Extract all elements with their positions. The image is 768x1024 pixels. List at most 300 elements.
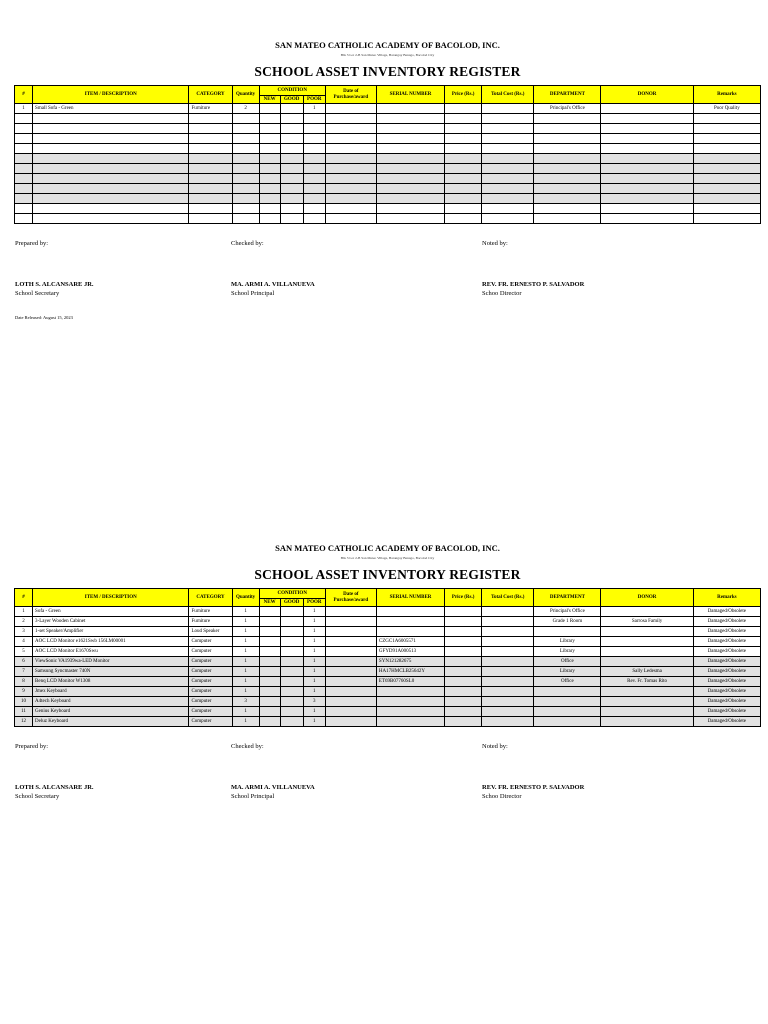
cell-num	[15, 164, 33, 174]
cell-category	[189, 154, 232, 164]
cell-new	[259, 697, 280, 707]
cell-price	[445, 114, 482, 124]
cell-category	[189, 124, 232, 134]
cell-good	[280, 657, 303, 667]
cell-date	[325, 144, 376, 154]
col-date-header: Date of Purchase/award	[325, 589, 376, 607]
cell-remarks	[693, 124, 760, 134]
cell-num	[15, 124, 33, 134]
cell-qty	[232, 204, 259, 214]
cell-donor: Sally Ledesma	[601, 667, 693, 677]
cell-good	[280, 134, 303, 144]
cell-poor	[303, 144, 325, 154]
cell-qty	[232, 114, 259, 124]
col-donor-header: DONOR	[601, 86, 693, 104]
cell-price	[445, 667, 482, 677]
cell-department	[534, 717, 601, 727]
cell-remarks: Damaged/Obsolete	[693, 677, 760, 687]
cell-new	[259, 627, 280, 637]
cell-qty: 1	[232, 677, 259, 687]
school-name: SAN MATEO CATHOLIC ACADEMY OF BACOLOD, INC.	[275, 543, 500, 553]
cell-qty: 1	[232, 627, 259, 637]
cell-date	[325, 154, 376, 164]
cell-date	[325, 687, 376, 697]
cell-serial	[376, 717, 444, 727]
cell-num: 12	[15, 717, 33, 727]
cell-remarks: Damaged/Obsolete	[693, 617, 760, 627]
cell-num: 3	[15, 627, 33, 637]
cell-donor	[601, 104, 693, 114]
col-serial-header: SERIAL NUMBER	[376, 589, 444, 607]
cell-qty: 1	[232, 657, 259, 667]
cell-poor	[303, 174, 325, 184]
cell-department	[534, 144, 601, 154]
cell-serial	[376, 174, 444, 184]
noted-name: REV. FR. ERNESTO P. SALVADOR	[482, 281, 585, 288]
cell-date	[325, 627, 376, 637]
cell-remarks	[693, 184, 760, 194]
col-quantity-header: Quantity	[232, 589, 259, 607]
table-row	[15, 114, 761, 124]
cell-qty	[232, 214, 259, 224]
cell-remarks	[693, 194, 760, 204]
cell-remarks: Damaged/Obsolete	[693, 697, 760, 707]
cell-total	[482, 154, 534, 164]
cell-department	[534, 134, 601, 144]
cell-poor	[303, 164, 325, 174]
cell-poor: 1	[303, 647, 325, 657]
cell-total	[482, 194, 534, 204]
cell-date	[325, 617, 376, 627]
cell-good	[280, 707, 303, 717]
cell-good	[280, 637, 303, 647]
table-row	[15, 707, 761, 717]
cell-serial	[376, 164, 444, 174]
prepared-role: School Secretary	[15, 290, 60, 297]
cell-good	[280, 647, 303, 657]
cell-num	[15, 174, 33, 184]
cell-price	[445, 194, 482, 204]
col-quantity-header: Quantity	[232, 86, 259, 104]
signatories-block	[14, 727, 761, 827]
table-row	[15, 607, 761, 617]
cell-new	[259, 667, 280, 677]
cell-good	[280, 114, 303, 124]
cell-item: ViewSonic VA1939wa-LED Monitor	[33, 657, 189, 667]
table-row	[15, 134, 761, 144]
cell-serial: GFYD91A000513	[376, 647, 444, 657]
cell-department: Library	[534, 667, 601, 677]
cell-good	[280, 667, 303, 677]
table-row	[15, 717, 761, 727]
cell-serial	[376, 194, 444, 204]
cell-department	[534, 194, 601, 204]
cell-department: Office	[534, 657, 601, 667]
cell-item	[33, 194, 189, 204]
cell-department	[534, 214, 601, 224]
cell-department: Office	[534, 677, 601, 687]
cell-department	[534, 687, 601, 697]
cell-category	[189, 164, 232, 174]
col-donor-header: DONOR	[601, 589, 693, 607]
prepared-name: LOTH S. ALCANSARE JR.	[15, 281, 94, 288]
cell-price	[445, 154, 482, 164]
cell-price	[445, 677, 482, 687]
cell-category: Computer	[189, 647, 232, 657]
cell-total	[482, 184, 534, 194]
cell-item: Jmex Keyboard	[33, 687, 189, 697]
col-num-header: #	[15, 86, 33, 104]
noted-label: Noted by:	[482, 240, 508, 247]
cell-item: AOC LCD Monitor E1670Swu	[33, 647, 189, 657]
cell-donor	[601, 717, 693, 727]
cell-qty	[232, 184, 259, 194]
cell-qty	[232, 144, 259, 154]
cell-item: AOC LCD Monitor e1621Swb 156LM00001	[33, 637, 189, 647]
cell-total	[482, 707, 534, 717]
cell-donor	[601, 707, 693, 717]
cell-num	[15, 214, 33, 224]
register-title: SCHOOL ASSET INVENTORY REGISTER	[254, 567, 521, 582]
col-category-header: CATEGORY	[189, 86, 232, 104]
col-new-header: NEW	[259, 96, 280, 104]
cell-department	[534, 154, 601, 164]
cell-new	[259, 184, 280, 194]
cell-item: Sofa - Green	[33, 607, 189, 617]
cell-new	[259, 657, 280, 667]
checked-label: Checked by:	[231, 240, 264, 247]
cell-donor	[601, 657, 693, 667]
col-price-header: Price (Rs.)	[445, 589, 482, 607]
cell-num: 4	[15, 637, 33, 647]
cell-category: Computer	[189, 687, 232, 697]
table-row	[15, 154, 761, 164]
cell-good	[280, 204, 303, 214]
cell-new	[259, 717, 280, 727]
cell-donor: Sarrosa Family	[601, 617, 693, 627]
cell-category: Computer	[189, 697, 232, 707]
cell-category: Computer	[189, 657, 232, 667]
cell-item: Genius Keyboard	[33, 707, 189, 717]
cell-category: Furniture	[189, 104, 232, 114]
cell-date	[325, 174, 376, 184]
cell-item: 3-Layer Wooden Cabinet	[33, 617, 189, 627]
cell-new	[259, 617, 280, 627]
cell-new	[259, 204, 280, 214]
prepared-label: Prepared by:	[15, 743, 49, 750]
cell-good	[280, 164, 303, 174]
cell-poor: 1	[303, 667, 325, 677]
cell-donor	[601, 607, 693, 617]
table-row	[15, 194, 761, 204]
col-condition-header: CONDITION	[259, 589, 325, 599]
cell-category	[189, 174, 232, 184]
table-row	[15, 657, 761, 667]
cell-poor: 1	[303, 627, 325, 637]
cell-remarks	[693, 114, 760, 124]
cell-qty: 1	[232, 687, 259, 697]
cell-item	[33, 164, 189, 174]
cell-good	[280, 144, 303, 154]
cell-item: Benq LCD Monitor W1308	[33, 677, 189, 687]
cell-donor	[601, 114, 693, 124]
cell-new	[259, 687, 280, 697]
cell-donor	[601, 124, 693, 134]
cell-category	[189, 184, 232, 194]
cell-item	[33, 124, 189, 134]
cell-item	[33, 154, 189, 164]
cell-serial	[376, 707, 444, 717]
cell-num: 10	[15, 697, 33, 707]
col-good-header: GOOD	[280, 96, 303, 104]
cell-serial	[376, 104, 444, 114]
cell-serial: SYN121282675	[376, 657, 444, 667]
cell-total	[482, 657, 534, 667]
cell-price	[445, 627, 482, 637]
cell-num: 8	[15, 677, 33, 687]
cell-date	[325, 124, 376, 134]
col-poor-header: POOR	[303, 599, 325, 607]
cell-poor: 1	[303, 657, 325, 667]
register-sheet-1	[14, 40, 761, 324]
cell-date	[325, 667, 376, 677]
cell-qty	[232, 174, 259, 184]
cell-price	[445, 174, 482, 184]
cell-department	[534, 124, 601, 134]
cell-date	[325, 134, 376, 144]
cell-date	[325, 204, 376, 214]
cell-remarks	[693, 214, 760, 224]
cell-category	[189, 214, 232, 224]
cell-total	[482, 114, 534, 124]
cell-department	[534, 174, 601, 184]
col-department-header: DEPARTMENT	[534, 589, 601, 607]
cell-remarks	[693, 154, 760, 164]
cell-poor	[303, 214, 325, 224]
cell-serial	[376, 184, 444, 194]
inventory-table	[14, 85, 761, 224]
col-remarks-header: Remarks	[693, 86, 760, 104]
cell-total	[482, 617, 534, 627]
col-total-header: Total Cost (Rs.)	[482, 86, 534, 104]
cell-item	[33, 134, 189, 144]
cell-qty: 2	[232, 104, 259, 114]
cell-qty: 1	[232, 707, 259, 717]
cell-category: Loud Speaker	[189, 627, 232, 637]
cell-department	[534, 114, 601, 124]
cell-item	[33, 184, 189, 194]
col-total-header: Total Cost (Rs.)	[482, 589, 534, 607]
cell-good	[280, 717, 303, 727]
cell-donor	[601, 687, 693, 697]
cell-qty: 1	[232, 647, 259, 657]
cell-good	[280, 677, 303, 687]
cell-new	[259, 637, 280, 647]
cell-poor	[303, 114, 325, 124]
cell-total	[482, 104, 534, 114]
signatories-block	[14, 224, 761, 324]
cell-donor	[601, 647, 693, 657]
cell-serial	[376, 607, 444, 617]
cell-poor	[303, 134, 325, 144]
cell-category	[189, 134, 232, 144]
cell-new	[259, 104, 280, 114]
col-good-header: GOOD	[280, 599, 303, 607]
cell-poor: 1	[303, 687, 325, 697]
cell-date	[325, 607, 376, 617]
col-condition-header: CONDITION	[259, 86, 325, 96]
cell-poor	[303, 194, 325, 204]
cell-poor: 3	[303, 697, 325, 707]
cell-new	[259, 647, 280, 657]
cell-department	[534, 184, 601, 194]
cell-new	[259, 144, 280, 154]
cell-price	[445, 204, 482, 214]
cell-total	[482, 637, 534, 647]
cell-num: 6	[15, 657, 33, 667]
cell-donor	[601, 194, 693, 204]
cell-num: 7	[15, 667, 33, 677]
cell-price	[445, 124, 482, 134]
checked-label: Checked by:	[231, 743, 264, 750]
cell-num	[15, 184, 33, 194]
cell-good	[280, 607, 303, 617]
cell-total	[482, 667, 534, 677]
table-row	[15, 617, 761, 627]
cell-department: Principal's Office	[534, 607, 601, 617]
cell-price	[445, 607, 482, 617]
cell-category: Furniture	[189, 617, 232, 627]
cell-serial	[376, 124, 444, 134]
cell-date	[325, 164, 376, 174]
cell-total	[482, 174, 534, 184]
cell-poor	[303, 204, 325, 214]
cell-poor: 1	[303, 677, 325, 687]
table-row	[15, 104, 761, 114]
cell-good	[280, 154, 303, 164]
cell-serial	[376, 627, 444, 637]
col-new-header: NEW	[259, 599, 280, 607]
cell-category: Computer	[189, 717, 232, 727]
table-row	[15, 184, 761, 194]
cell-department	[534, 204, 601, 214]
cell-new	[259, 607, 280, 617]
cell-price	[445, 637, 482, 647]
table-row	[15, 687, 761, 697]
cell-total	[482, 164, 534, 174]
cell-poor	[303, 124, 325, 134]
cell-serial: ET69B07760SL0	[376, 677, 444, 687]
cell-price	[445, 214, 482, 224]
cell-donor	[601, 164, 693, 174]
cell-total	[482, 214, 534, 224]
school-address: Blk 3 Lot 2-B San Mateo Village, Barangay Banago, Bacolod City	[340, 53, 435, 57]
col-poor-header: POOR	[303, 96, 325, 104]
cell-qty: 1	[232, 667, 259, 677]
cell-date	[325, 194, 376, 204]
cell-category: Computer	[189, 707, 232, 717]
cell-department	[534, 164, 601, 174]
cell-poor: 1	[303, 637, 325, 647]
table-row	[15, 174, 761, 184]
cell-remarks: Damaged/Obsolete	[693, 687, 760, 697]
cell-remarks: Damaged/Obsolete	[693, 667, 760, 677]
cell-poor	[303, 154, 325, 164]
cell-good	[280, 104, 303, 114]
cell-serial	[376, 114, 444, 124]
cell-qty: 1	[232, 717, 259, 727]
cell-good	[280, 124, 303, 134]
cell-qty	[232, 194, 259, 204]
register-2-body	[15, 607, 761, 727]
cell-item	[33, 214, 189, 224]
table-row	[15, 677, 761, 687]
cell-good	[280, 194, 303, 204]
col-serial-header: SERIAL NUMBER	[376, 86, 444, 104]
cell-remarks: Poor Quality	[693, 104, 760, 114]
cell-serial	[376, 697, 444, 707]
cell-date	[325, 657, 376, 667]
cell-remarks: Damaged/Obsolete	[693, 637, 760, 647]
cell-qty	[232, 164, 259, 174]
cell-qty: 1	[232, 637, 259, 647]
col-item-header: ITEM / DESCRIPTION	[33, 589, 189, 607]
cell-item: 1-set Speaker/Amplifier	[33, 627, 189, 637]
cell-remarks: Damaged/Obsolete	[693, 657, 760, 667]
noted-role: Schoo Director	[482, 793, 522, 800]
cell-department: Principal's Office	[534, 104, 601, 114]
cell-good	[280, 184, 303, 194]
cell-category: Computer	[189, 637, 232, 647]
register-sheet-2	[14, 543, 761, 827]
cell-donor	[601, 154, 693, 164]
cell-category	[189, 144, 232, 154]
cell-total	[482, 677, 534, 687]
cell-qty	[232, 154, 259, 164]
cell-donor	[601, 174, 693, 184]
noted-name: REV. FR. ERNESTO P. SALVADOR	[482, 784, 585, 791]
cell-date	[325, 647, 376, 657]
cell-new	[259, 114, 280, 124]
cell-price	[445, 164, 482, 174]
cell-qty: 3	[232, 697, 259, 707]
cell-serial: CZGC1A6005571	[376, 637, 444, 647]
cell-date	[325, 707, 376, 717]
cell-total	[482, 627, 534, 637]
cell-num	[15, 204, 33, 214]
table-row	[15, 667, 761, 677]
cell-good	[280, 617, 303, 627]
cell-price	[445, 687, 482, 697]
cell-remarks	[693, 174, 760, 184]
cell-department: Grade 1 Room	[534, 617, 601, 627]
cell-total	[482, 204, 534, 214]
cell-item	[33, 114, 189, 124]
prepared-role: School Secretary	[15, 793, 60, 800]
cell-date	[325, 697, 376, 707]
cell-remarks	[693, 164, 760, 174]
cell-poor: 1	[303, 607, 325, 617]
cell-num	[15, 194, 33, 204]
noted-label: Noted by:	[482, 743, 508, 750]
cell-remarks: Damaged/Obsolete	[693, 607, 760, 617]
col-date-header: Date of Purchase/award	[325, 86, 376, 104]
col-price-header: Price (Rs.)	[445, 86, 482, 104]
cell-poor: 1	[303, 104, 325, 114]
cell-category: Furniture	[189, 607, 232, 617]
cell-category: Computer	[189, 677, 232, 687]
cell-date	[325, 184, 376, 194]
